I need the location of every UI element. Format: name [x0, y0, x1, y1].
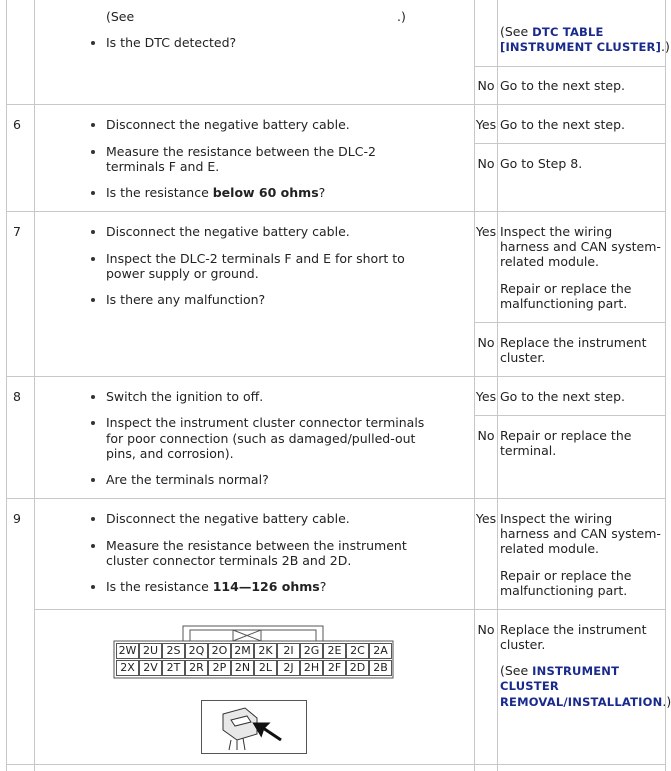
yes-result: malfunctioning part.: [500, 583, 628, 598]
dtc-table-link-line2[interactable]: [INSTRUMENT CLUSTER]: [500, 40, 662, 54]
grid-line: [34, 0, 35, 771]
connector-pin: 2K: [254, 643, 277, 659]
yes-label: Yes: [475, 511, 497, 526]
connector-pin: 2M: [231, 643, 254, 659]
connector-diagram: [113, 620, 395, 680]
yes-result: [500, 24, 604, 40]
instruction-text: Disconnect the negative battery cable.: [106, 224, 350, 239]
instruction-text: pins, and corrosion).: [106, 446, 234, 461]
question-text: Is the resistance below 60 ohms?: [106, 185, 326, 200]
grid-line: [6, 498, 666, 499]
no-result-see: [500, 678, 559, 694]
no-result: Replace the instrument: [500, 622, 647, 637]
connector-pin: 2V: [139, 660, 162, 676]
step-number: 7: [13, 224, 21, 239]
grid-line: [474, 415, 666, 416]
yes-label: Yes: [475, 389, 497, 404]
bullet: [91, 544, 95, 548]
bullet: [91, 478, 95, 482]
no-label: No: [477, 156, 495, 171]
grid-line: [6, 376, 666, 377]
connector-pin: 2D: [346, 660, 369, 676]
connector-pin: 2N: [231, 660, 254, 676]
connector-pin: 2H: [300, 660, 323, 676]
dtc-table-link[interactable]: DTC TABLE: [532, 25, 604, 39]
bullet: [91, 191, 95, 195]
bullet: [91, 395, 95, 399]
no-label: No: [477, 78, 495, 93]
yes-result: Go to the next step.: [500, 117, 625, 132]
instruction-text: Switch the ignition to off.: [106, 389, 264, 404]
connector-pin: 2O: [208, 643, 231, 659]
bullet: [91, 585, 95, 589]
no-result: cluster.: [500, 637, 546, 652]
instruction-text: Disconnect the negative battery cable.: [106, 511, 350, 526]
see-open: (See: [500, 24, 533, 39]
connector-pin: 2C: [346, 643, 369, 659]
connector-pin: 2X: [116, 660, 139, 676]
see-reference-close: .): [397, 9, 406, 24]
yes-result-line2: [500, 39, 670, 55]
no-result: Go to Step 8.: [500, 156, 583, 171]
question-text: Is there any malfunction?: [106, 292, 266, 307]
step-number: 8: [13, 389, 21, 404]
instruction-text: for poor connection (such as damaged/pulled-out: [106, 431, 416, 446]
no-result: Repair or replace the: [500, 428, 632, 443]
instrument-cluster-link-line2[interactable]: CLUSTER: [500, 679, 559, 693]
connector-pin: 2A: [369, 643, 392, 659]
bullet: [91, 298, 95, 302]
connector-pin: 2I: [277, 643, 300, 659]
connector-pin: 2U: [139, 643, 162, 659]
instruction-text: power supply or ground.: [106, 266, 259, 281]
step-number: 6: [13, 117, 21, 132]
connector-pin: 2B: [369, 660, 392, 676]
connector-pin: 2J: [277, 660, 300, 676]
grid-line: [497, 0, 498, 771]
yes-result: Inspect the wiring: [500, 511, 613, 526]
bullet: [91, 257, 95, 261]
connector-pin: 2W: [116, 643, 139, 659]
removal-installation-link[interactable]: REMOVAL/INSTALLATION: [500, 695, 663, 709]
yes-result: Repair or replace the: [500, 568, 632, 583]
yes-result: Repair or replace the: [500, 281, 632, 296]
yes-result: harness and CAN system-: [500, 526, 661, 541]
instruction-text: Disconnect the negative battery cable.: [106, 117, 350, 132]
connector-pin: 2R: [185, 660, 208, 676]
instrument-cluster-link[interactable]: INSTRUMENT: [532, 664, 620, 678]
no-label: No: [477, 428, 495, 443]
yes-label: Yes: [475, 224, 497, 239]
see-reference-text: (See: [106, 9, 135, 24]
bullet: [91, 123, 95, 127]
yes-result: Go to the next step.: [500, 389, 625, 404]
grid-line: [474, 66, 666, 67]
connector-pin: 2Q: [185, 643, 208, 659]
step-number: 9: [13, 511, 21, 526]
bullet: [91, 517, 95, 521]
grid-line: [474, 143, 666, 144]
question-text: Are the terminals normal?: [106, 472, 269, 487]
connector-pin: 2T: [162, 660, 185, 676]
instruction-text: Measure the resistance between the DLC-2: [106, 144, 376, 159]
question-text: Is the resistance 114—126 ohms?: [106, 579, 327, 594]
connector-pin: 2E: [323, 643, 346, 659]
grid-line: [474, 322, 666, 323]
no-label: No: [477, 335, 495, 350]
instruction-text: Measure the resistance between the instrument: [106, 538, 407, 553]
no-label: No: [477, 622, 495, 637]
yes-result: Inspect the wiring: [500, 224, 613, 239]
bullet: [91, 230, 95, 234]
bullet: [91, 41, 95, 45]
yes-label: Yes: [475, 117, 497, 132]
instruction-text: Inspect the DLC-2 terminals F and E for short to: [106, 251, 405, 266]
instruction-text: cluster connector terminals 2B and 2D.: [106, 553, 352, 568]
no-result: terminal.: [500, 443, 557, 458]
connector-pin: 2F: [323, 660, 346, 676]
no-result: Replace the instrument: [500, 335, 647, 350]
yes-result: related module.: [500, 254, 600, 269]
grid-line: [665, 0, 666, 771]
connector-pin: 2G: [300, 643, 323, 659]
connector-pin: 2S: [162, 643, 185, 659]
connector-pin: 2L: [254, 660, 277, 676]
grid-line: [6, 0, 7, 771]
instruction-text: terminals F and E.: [106, 159, 220, 174]
grid-line: [6, 211, 666, 212]
connector-location-icon: [201, 700, 307, 754]
no-result-see: (See INSTRUMENT: [500, 663, 620, 678]
no-result: Go to the next step.: [500, 78, 625, 93]
bullet: [91, 421, 95, 425]
no-result-see: REMOVAL/INSTALLATION.): [500, 694, 671, 709]
yes-result: harness and CAN system-: [500, 239, 661, 254]
yes-result: malfunctioning part.: [500, 296, 628, 311]
instruction-text: Inspect the instrument cluster connector terminals: [106, 415, 425, 430]
grid-line: [34, 609, 666, 610]
grid-line: [6, 104, 666, 105]
bullet: [91, 150, 95, 154]
see-close: .): [661, 39, 670, 54]
grid-line: [474, 0, 475, 771]
yes-result: related module.: [500, 541, 600, 556]
connector-pin: 2P: [208, 660, 231, 676]
question-text: Is the DTC detected?: [106, 35, 237, 50]
no-result: cluster.: [500, 350, 546, 365]
grid-line: [6, 764, 666, 765]
